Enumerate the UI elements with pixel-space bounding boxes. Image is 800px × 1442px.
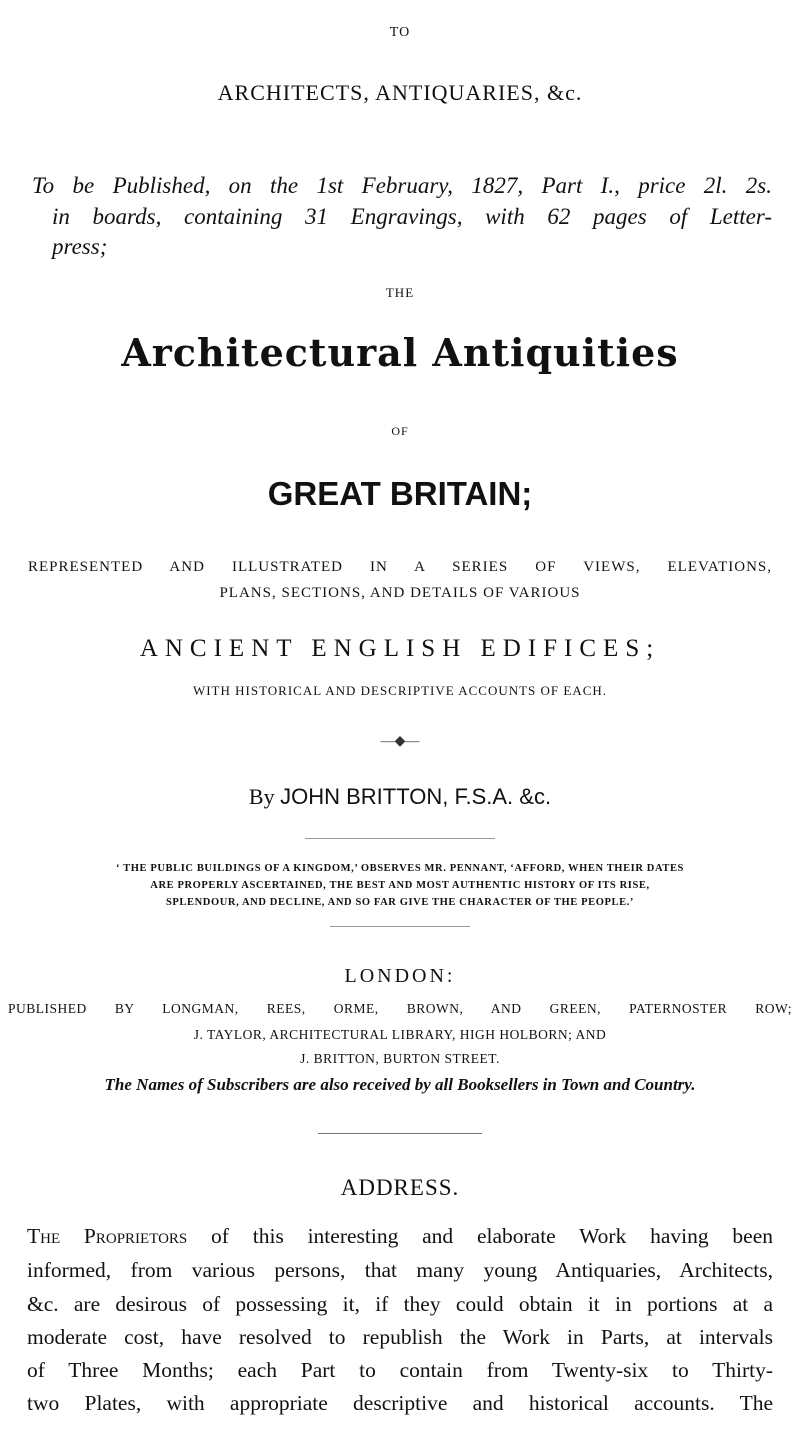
divider [330,926,470,927]
address-text: of this interesting and elaborate Work having been [187,1224,773,1248]
address-line: &c. are desirous of possessing it, if they could obtain it in portions at a [27,1292,773,1316]
author-line [0,786,800,808]
of-label: OF [391,424,409,438]
to-label: TO [389,25,411,40]
address-heading: ADDRESS. [340,1175,460,1200]
title-main: Architectural Antiquities [121,330,679,375]
the-label: THE [385,285,415,300]
title-country: GREAT BRITAIN; [267,475,533,512]
imprint-line: PUBLISHED BY LONGMAN, REES, ORME, BROWN, AND GREEN, PATERNOSTER ROW; [8,1001,792,1016]
quote-line: SPLENDOUR, AND DECLINE, AND SO FAR GIVE THE CHARACTER OF THE PEOPLE.’ [165,897,635,908]
announcement-line: in boards, containing 31 Engravings, with 62 pages of Letter- [52,204,772,229]
announcement-line: To be Published, on the 1st February, 1827, Part I., price 2l. 2s. [32,173,772,198]
imprint-city: LONDON: [344,965,456,987]
subscribers-note: The Names of Subscribers are also received by all Booksellers in Town and Country. [104,1075,696,1094]
address-line: of Three Months; each Part to contain from Twenty-six to Thirty- [27,1358,773,1382]
announcement-line: press; [52,234,108,259]
author-name: JOHN BRITTON, F.S.A. &c. [280,784,552,809]
address-line: moderate cost, have resolved to republish the Work in Parts, at intervals [27,1325,773,1349]
accounts: WITH HISTORICAL AND DESCRIPTIVE ACCOUNTS OF EACH. [192,683,608,698]
subtitle-line: PLANS, SECTIONS, AND DETAILS OF VARIOUS [219,585,581,601]
divider [305,838,495,839]
address-line: two Plates, with appropriate descriptive and historical accounts. The [27,1391,773,1415]
quote-line: ‘ THE PUBLIC BUILDINGS OF A KINGDOM,’ OBSERVES MR. PENNANT, ‘AFFORD, WHEN THEIR DATES [115,863,685,874]
author-by: By [248,784,275,809]
imprint-line: J. TAYLOR, ARCHITECTURAL LIBRARY, HIGH HOLBORN; AND [193,1027,607,1042]
divider [318,1133,482,1134]
address-line [27,1226,773,1248]
edifices: ANCIENT ENGLISH EDIFICES; [139,635,661,662]
imprint-line: J. BRITTON, BURTON STREET. [300,1051,500,1066]
quote-line: ARE PROPERLY ASCERTAINED, THE BEST AND MOST AUTHENTIC HISTORY OF ITS RISE, [150,880,650,891]
address-lead: The Proprietors [27,1224,188,1248]
address-line: informed, from various persons, that many young Antiquaries, Architects, [27,1258,773,1282]
ornament-divider: —◆— [380,734,420,749]
addressees: ARCHITECTS, ANTIQUARIES, &c. [217,80,583,105]
subtitle-line: REPRESENTED AND ILLUSTRATED IN A SERIES OF VIEWS, ELEVATIONS, [28,559,772,575]
